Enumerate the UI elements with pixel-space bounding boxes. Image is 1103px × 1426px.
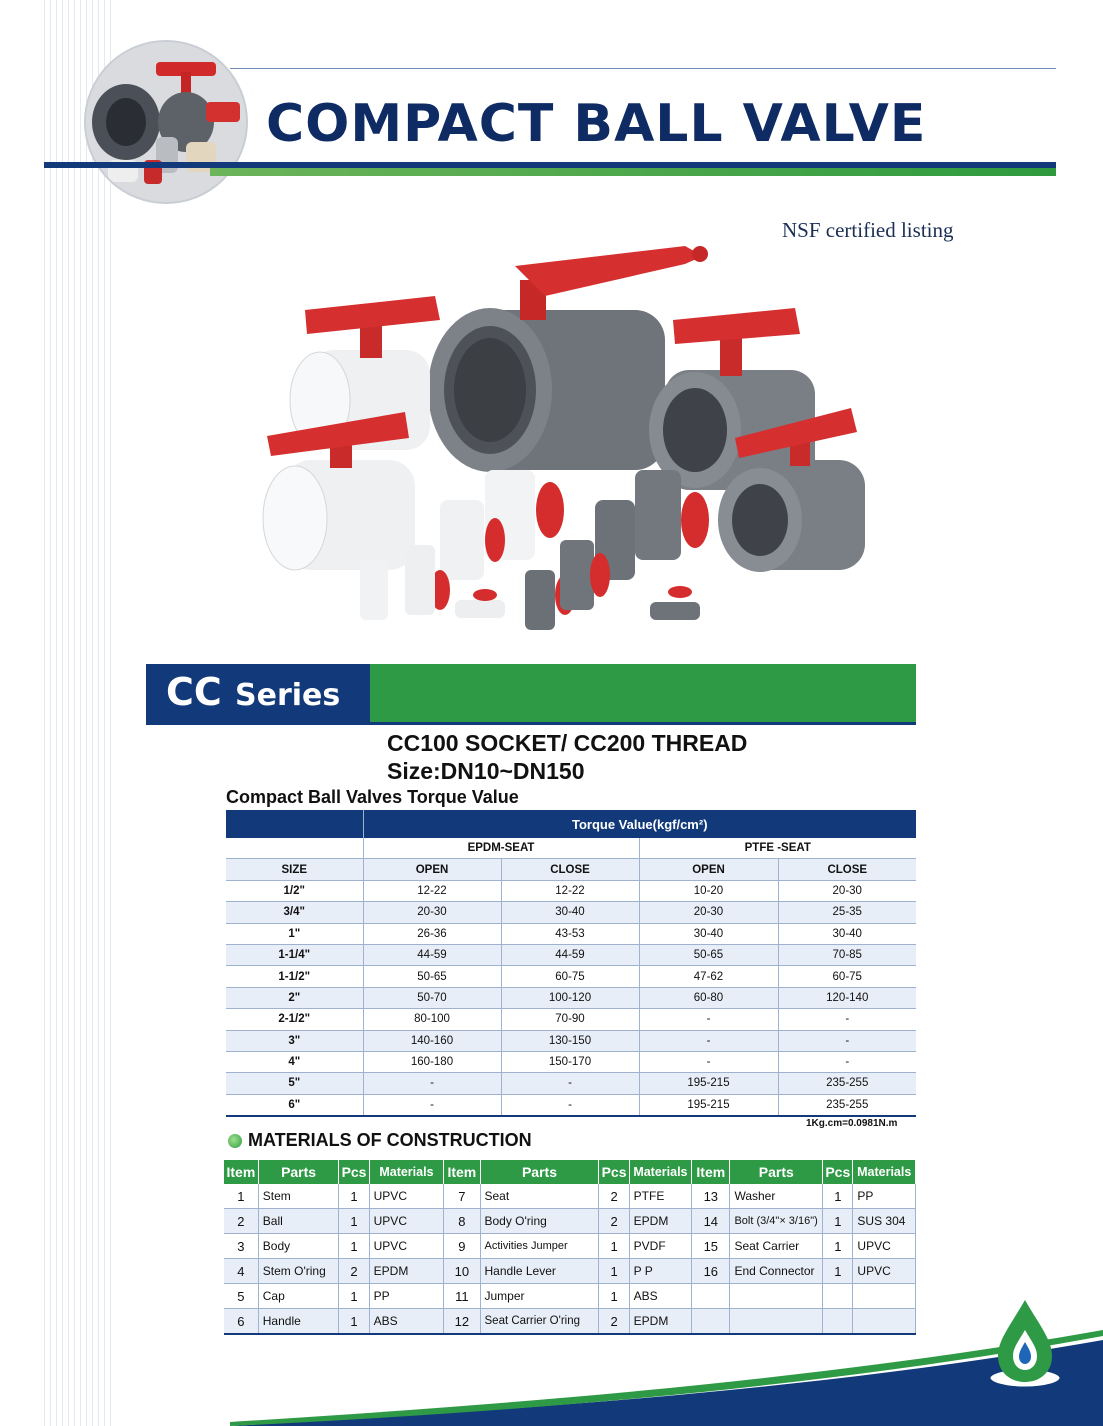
white-valve-front-illustration [263,412,415,570]
pcs-cell: 1 [599,1284,629,1309]
pcs-cell: 2 [599,1309,629,1335]
value-cell: 60-75 [501,966,639,987]
value-cell: 70-85 [778,944,916,965]
nsf-listing-note: NSF certified listing [782,218,954,242]
value-cell: 44-59 [501,944,639,965]
table-row [224,1259,916,1284]
epdm-seat-header: EPDM-SEAT [363,838,639,859]
column-header: Pcs [823,1160,853,1184]
value-cell: 20-30 [363,902,501,923]
pcs-cell: 1 [339,1184,369,1209]
pcs-cell: 1 [823,1209,853,1234]
table-row [224,1209,916,1234]
pcs-cell: 2 [339,1259,369,1284]
value-cell: - [778,1030,916,1051]
column-header: Parts [480,1160,599,1184]
size-cell: 2-1/2" [226,1009,363,1030]
footer-swoosh-decoration [0,1330,1103,1426]
item-cell: 9 [444,1234,480,1259]
size-cell: 3/4" [226,902,363,923]
parts-cell: Body O'ring [480,1209,599,1234]
material-cell: EPDM [369,1259,444,1284]
item-cell: 1 [224,1184,258,1209]
table-row [226,1009,916,1030]
bullet-icon [228,1134,242,1148]
pcs-cell: 2 [599,1209,629,1234]
parts-cell: Seat [480,1184,599,1209]
pcs-cell: 1 [339,1209,369,1234]
product-photo [215,200,915,660]
value-cell: - [501,1073,639,1094]
value-cell: - [639,1030,778,1051]
pcs-cell: 1 [823,1234,853,1259]
series-code: CC [166,670,222,714]
table-row [226,987,916,1008]
unit-conversion-note: 1Kg.cm=0.0981N.m [806,1118,898,1129]
value-cell: - [778,1009,916,1030]
column-header: Materials [629,1160,691,1184]
parts-cell: End Connector [730,1259,823,1284]
value-cell: - [501,1094,639,1116]
parts-cell: Bolt (3/4"× 3/16") [730,1209,823,1234]
item-cell: 8 [444,1209,480,1234]
value-cell: 120-140 [778,987,916,1008]
value-cell: 43-53 [501,923,639,944]
column-header: Item [444,1160,480,1184]
ptfe-seat-header: PTFE -SEAT [639,838,916,859]
value-cell: 50-65 [639,944,778,965]
table-row [226,1030,916,1051]
table-row [226,1051,916,1072]
value-cell: 140-160 [363,1030,501,1051]
table-row [226,966,916,987]
column-header: Parts [730,1160,823,1184]
series-label [166,670,340,714]
company-logo-icon [980,1296,1070,1392]
parts-cell: Seat Carrier [730,1234,823,1259]
value-cell: 12-22 [363,880,501,901]
header-product-thumbnail [84,40,248,204]
size-cell: 2" [226,987,363,1008]
value-cell: 44-59 [363,944,501,965]
column-header: Materials [853,1160,916,1184]
item-cell: 6 [224,1309,258,1335]
material-cell: UPVC [369,1209,444,1234]
material-cell: PP [369,1284,444,1309]
value-cell: - [363,1094,501,1116]
column-header: Parts [258,1160,339,1184]
material-cell: ABS [629,1284,691,1309]
size-cell: 1-1/4" [226,944,363,965]
size-cell: 1/2" [226,880,363,901]
item-cell: 13 [692,1184,730,1209]
item-cell [692,1284,730,1309]
materials-title [228,1130,532,1151]
parts-cell: Handle Lever [480,1259,599,1284]
column-header: Materials [369,1160,444,1184]
parts-cell: Jumper [480,1284,599,1309]
table-row [224,1234,916,1259]
value-cell: 195-215 [639,1094,778,1116]
parts-cell: Ball [258,1209,339,1234]
column-header: CLOSE [778,859,916,880]
value-cell: 12-22 [501,880,639,901]
torque-header-blank [226,810,363,838]
value-cell: 10-20 [639,880,778,901]
size-cell: 3" [226,1030,363,1051]
item-cell: 14 [692,1209,730,1234]
material-cell: PVDF [629,1234,691,1259]
material-cell: PTFE [629,1184,691,1209]
size-cell: 6" [226,1094,363,1116]
parts-cell: Cap [258,1284,339,1309]
material-cell [853,1284,916,1309]
column-header: OPEN [363,859,501,880]
material-cell: SUS 304 [853,1209,916,1234]
value-cell: 100-120 [501,987,639,1008]
item-cell: 3 [224,1234,258,1259]
column-header: CLOSE [501,859,639,880]
parts-cell: Activities Jumper [480,1234,599,1259]
table-row [226,902,916,923]
value-cell: 30-40 [639,923,778,944]
materials-title-text: MATERIALS OF CONSTRUCTION [248,1130,532,1150]
size-cell: 4" [226,1051,363,1072]
value-cell: 235-255 [778,1073,916,1094]
value-cell: 26-36 [363,923,501,944]
column-header: Item [692,1160,730,1184]
value-cell: 235-255 [778,1094,916,1116]
value-cell: 50-65 [363,966,501,987]
pcs-cell [823,1284,853,1309]
table-row [226,880,916,901]
pcs-cell: 2 [599,1184,629,1209]
parts-cell: Handle [258,1309,339,1335]
header-green-band [210,168,1056,176]
column-header: OPEN [639,859,778,880]
value-cell: 70-90 [501,1009,639,1030]
value-cell: 50-70 [363,987,501,1008]
material-cell: EPDM [629,1209,691,1234]
size-cell: 5" [226,1073,363,1094]
material-cell: ABS [369,1309,444,1335]
table-row [226,1073,916,1094]
value-cell: - [639,1009,778,1030]
size-cell: 1" [226,923,363,944]
item-cell: 4 [224,1259,258,1284]
series-word: Series [235,678,341,713]
left-stripe-decoration [44,0,116,1426]
column-header: SIZE [226,859,363,880]
pcs-cell: 1 [339,1309,369,1335]
parts-cell: Stem O'ring [258,1259,339,1284]
parts-cell: Stem [258,1184,339,1209]
table-row [224,1284,916,1309]
item-cell: 7 [444,1184,480,1209]
value-cell: - [639,1051,778,1072]
value-cell: 20-30 [778,880,916,901]
material-cell: P P [629,1259,691,1284]
value-cell: 160-180 [363,1051,501,1072]
value-cell: - [778,1051,916,1072]
header-top-rule [230,68,1056,69]
value-cell: 20-30 [639,902,778,923]
value-cell: 30-40 [501,902,639,923]
table-row [224,1184,916,1209]
parts-cell: Washer [730,1184,823,1209]
item-cell: 11 [444,1284,480,1309]
torque-table-title: Compact Ball Valves Torque Value [226,787,519,807]
pcs-cell: 1 [339,1284,369,1309]
parts-cell: Body [258,1234,339,1259]
torque-table [226,810,916,1117]
value-cell: 130-150 [501,1030,639,1051]
item-cell: 10 [444,1259,480,1284]
material-cell: UPVC [369,1234,444,1259]
column-header: Pcs [339,1160,369,1184]
table-row [226,944,916,965]
value-cell: 30-40 [778,923,916,944]
parts-cell: Seat Carrier O'ring [480,1309,599,1335]
size-heading: Size:DN10~DN150 [387,758,585,784]
pcs-cell: 1 [823,1259,853,1284]
material-cell: UPVC [853,1234,916,1259]
page-title: COMPACT BALL VALVE [266,94,927,154]
torque-header-blank-2 [226,838,363,859]
value-cell: 60-80 [639,987,778,1008]
pcs-cell: 1 [599,1234,629,1259]
item-cell: 16 [692,1259,730,1284]
materials-table [224,1160,916,1335]
material-cell: UPVC [369,1184,444,1209]
pcs-cell: 1 [599,1259,629,1284]
table-row [226,1094,916,1116]
value-cell: 80-100 [363,1009,501,1030]
item-cell: 15 [692,1234,730,1259]
material-cell: EPDM [629,1309,691,1335]
column-header: Pcs [599,1160,629,1184]
material-cell: UPVC [853,1259,916,1284]
pcs-cell: 1 [823,1184,853,1209]
table-row [226,923,916,944]
value-cell: 47-62 [639,966,778,987]
parts-cell [730,1284,823,1309]
value-cell: 150-170 [501,1051,639,1072]
item-cell: 2 [224,1209,258,1234]
material-cell: PP [853,1184,916,1209]
pcs-cell: 1 [339,1234,369,1259]
model-heading: CC100 SOCKET/ CC200 THREAD [387,730,748,756]
value-cell: 195-215 [639,1073,778,1094]
item-cell: 5 [224,1284,258,1309]
value-cell: - [363,1073,501,1094]
value-cell: 25-35 [778,902,916,923]
torque-main-header: Torque Value(kgf/cm²) [363,810,916,838]
value-cell: 60-75 [778,966,916,987]
size-cell: 1-1/2" [226,966,363,987]
column-header: Item [224,1160,258,1184]
item-cell: 12 [444,1309,480,1335]
